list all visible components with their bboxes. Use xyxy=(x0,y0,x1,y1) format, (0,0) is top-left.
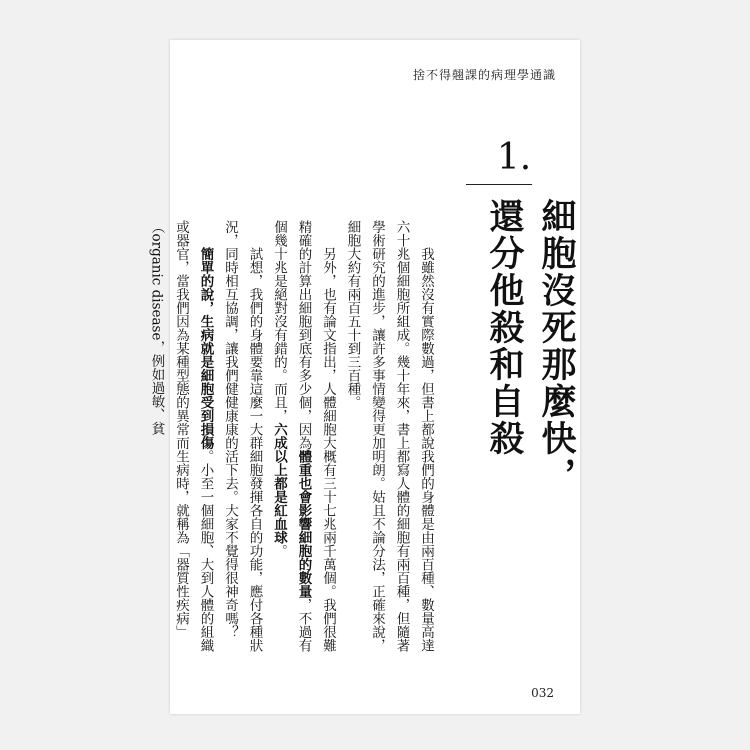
emphasis-red-blood-cells: 六成以上都是紅血球 xyxy=(271,422,287,544)
paragraph-1: 我雖然沒有實際數過，但書上都說我們的身體是由兩百種、數量高達六十兆個細胞所組成。幾十年來，書上都寫人體的細胞有兩百種，但隨著學術研究的進步，讓許多事情變得更加明朗。姑且不論分法，正確來說，細胞大約有兩百五十到三百種。 xyxy=(344,220,434,652)
paragraph-4 xyxy=(144,220,218,660)
paragraph-2-text-c: ，不過有個幾十兆是絕對沒有錯的。而且， xyxy=(271,220,312,652)
paragraph-3: 試想，我們的身體要靠這麼一大群細胞發揮各自的功能，應付各種狀況，同時相互協調，讓我們健健康康的活下去。大家不覺得很神奇嗎？ xyxy=(222,220,263,652)
body-text xyxy=(148,220,438,660)
chapter-title xyxy=(478,198,582,618)
paragraph-2-text-a: 另外，也有論文指出，人體細胞大概有三十七兆兩千萬個。我們很難精確的計算出細胞到底有多少個，因為 xyxy=(295,220,336,652)
paragraph-2-text-e: 。 xyxy=(271,544,287,558)
book-page xyxy=(148,40,580,714)
emphasis-simply-put: 簡單的說， xyxy=(197,247,214,315)
emphasis-disease-definition: 生病就是細胞受到損傷 xyxy=(197,314,214,450)
chapter-divider xyxy=(466,184,532,185)
chapter-title-line-2: 還分他殺和自殺 xyxy=(484,198,524,457)
chapter-title-line-1: 細胞沒死那麼快， xyxy=(536,198,576,494)
paragraph-4-text-c: 。小至一個細胞、大到人體的組織或器官，當我們因為某種型態的異常而生病時，就稱為「器質性疾病」（organic disease，例如過敏、貧 xyxy=(148,220,214,652)
emphasis-body-weight: 體重也會影響細胞的數量 xyxy=(295,449,312,598)
paragraph-2 xyxy=(267,220,341,660)
page-number: 032 xyxy=(531,686,554,700)
chapter-number: 1. xyxy=(496,137,532,178)
running-title: 捨不得翹課的病理學通識 xyxy=(412,68,556,82)
